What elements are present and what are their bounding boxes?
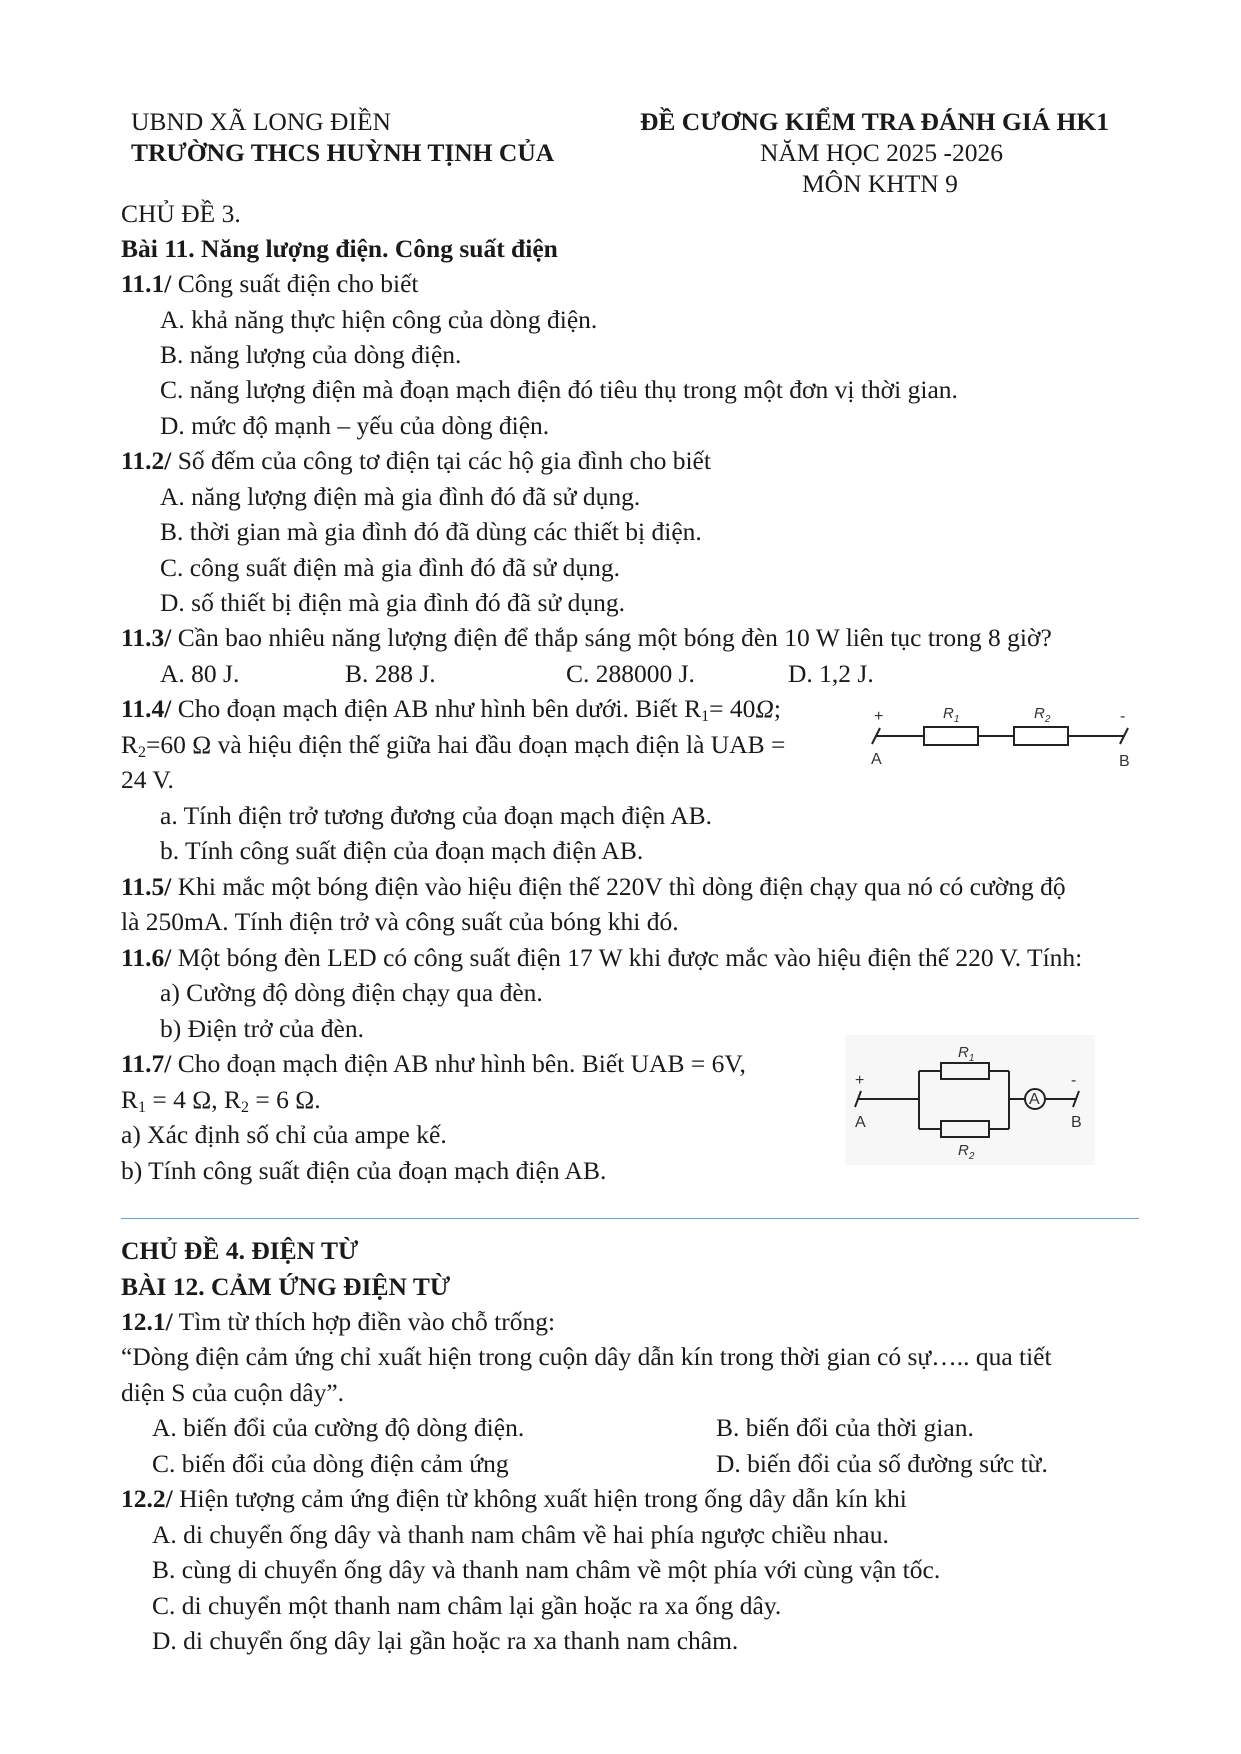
option-11-6-b: b) Điện trở của đèn. xyxy=(160,1014,364,1043)
question-number: 11.7/ xyxy=(121,1049,172,1078)
resistor-r2 xyxy=(1014,727,1068,745)
question-number: 11.1/ xyxy=(121,269,172,298)
question-text: = 6 Ω. xyxy=(248,1085,321,1114)
option-12-2-a: A. di chuyển ống dây và thanh nam châm về hai phía ngược chiều nhau. xyxy=(152,1520,889,1549)
resistor-r1 xyxy=(924,727,978,745)
option-11-7-a: a) Xác định số chỉ của ampe kế. xyxy=(121,1120,447,1149)
r2-label: $R_2$ xyxy=(958,1142,975,1162)
option-12-2-d: D. di chuyển ống dây lại gần hoặc ra xa thanh nam châm. xyxy=(152,1626,739,1655)
option-11-2-a: A. năng lượng điện mà gia đình đó đã sử dụng. xyxy=(160,482,641,511)
question-11-2 xyxy=(121,446,711,476)
option-11-1-a: A. khả năng thực hiện công của dòng điện. xyxy=(160,305,598,334)
question-stem: Một bóng đèn LED có công suất điện 17 W khi được mắc vào hiệu điện thế 220 V. Tính: xyxy=(171,943,1083,972)
question-11-4-line2 xyxy=(121,730,785,760)
question-number: 11.2/ xyxy=(121,446,172,475)
header-subject: MÔN KHTN 9 xyxy=(802,169,958,198)
question-stem: = 40 xyxy=(709,694,756,723)
question-stem: Cho đoạn mạch điện AB như hình bên. Biết UAB = 6V, xyxy=(171,1049,746,1078)
minus-label: - xyxy=(1120,708,1126,725)
question-stem: Hiện tượng cảm ứng điện từ không xuất hiện trong ống dây dẫn kín khi xyxy=(172,1484,907,1513)
minus-label: - xyxy=(1071,1072,1077,1089)
option-12-2-b: B. cùng di chuyển ống dây và thanh nam châm về một phía với cùng vận tốc. xyxy=(152,1555,941,1584)
question-11-7-line2 xyxy=(121,1085,321,1115)
question-number: 11.5/ xyxy=(121,872,172,901)
header-school: TRƯỜNG THCS HUỲNH TỊNH CỦA xyxy=(131,138,555,167)
question-stem: Cho đoạn mạch điện AB như hình bên dưới. Biết R xyxy=(171,694,702,723)
question-11-5 xyxy=(121,872,1066,902)
question-number: 11.3/ xyxy=(121,623,172,652)
terminal-a-label: A xyxy=(871,751,882,768)
question-11-6 xyxy=(121,943,1082,973)
option-11-4-a: a. Tính điện trở tương đương của đoạn mạch điện AB. xyxy=(160,801,713,830)
question-text: =60 Ω và hiệu điện thế giữa hai đầu đoạn mạch điện là UAB = xyxy=(146,730,786,759)
series-circuit-figure xyxy=(862,698,1142,772)
terminal-a-label: A xyxy=(855,1114,866,1131)
question-12-1 xyxy=(121,1307,555,1337)
question-stem: Tìm từ thích hợp điền vào chỗ trống: xyxy=(172,1307,556,1336)
question-stem: Số đếm của công tơ điện tại các hộ gia đình cho biết xyxy=(171,446,711,475)
lesson12-title: BÀI 12. CẢM ỨNG ĐIỆN TỪ xyxy=(121,1272,451,1301)
option-11-1-b: B. năng lượng của dòng điện. xyxy=(160,340,462,369)
question-number: 11.4/ xyxy=(121,694,172,723)
subscript: 1 xyxy=(138,1099,147,1116)
header-district: UBND XÃ LONG ĐIỀN xyxy=(131,107,391,136)
question-stem: ; xyxy=(773,694,781,723)
subscript: 2 xyxy=(138,744,147,761)
ammeter-label: A xyxy=(1029,1091,1040,1108)
option-11-3-d: D. 1,2 J. xyxy=(788,659,874,688)
question-11-4 xyxy=(121,694,781,724)
option-11-1-d: D. mức độ mạnh – yếu của dòng điện. xyxy=(160,411,550,440)
terminal-b-label: B xyxy=(1071,1114,1082,1131)
question-11-1 xyxy=(121,269,418,299)
terminal-b-label: B xyxy=(1119,753,1130,770)
plus-label: + xyxy=(855,1072,865,1089)
r1-label: $R_1$ xyxy=(958,1044,975,1064)
option-11-4-b: b. Tính công suất điện của đoạn mạch điện AB. xyxy=(160,836,644,865)
question-number: 12.1/ xyxy=(121,1307,173,1336)
r2-label: $R_2$ xyxy=(1034,705,1051,725)
option-11-2-c: C. công suất điện mà gia đình đó đã sử dụng. xyxy=(160,553,621,582)
question-stem: Cần bao nhiêu năng lượng điện để thắp sáng một bóng đèn 10 W liên tục trong 8 giờ? xyxy=(171,623,1052,652)
question-11-7 xyxy=(121,1049,746,1079)
lesson11-title: Bài 11. Năng lượng điện. Công suất điện xyxy=(121,234,558,263)
question-text: R xyxy=(121,1085,139,1114)
ohm-symbol: Ω xyxy=(755,694,774,723)
question-stem: Công suất điện cho biết xyxy=(171,269,419,298)
topic4-title: CHỦ ĐỀ 4. ĐIỆN TỪ xyxy=(121,1236,359,1265)
option-11-3-c: C. 288000 J. xyxy=(566,659,695,688)
question-11-5-line2: là 250mA. Tính điện trở và công suất của bóng khi đó. xyxy=(121,907,679,936)
question-text: = 4 Ω, R xyxy=(146,1085,241,1114)
plus-label: + xyxy=(874,708,884,725)
option-11-3-a: A. 80 J. xyxy=(160,659,240,688)
question-number: 12.2/ xyxy=(121,1484,173,1513)
question-text: R xyxy=(121,730,139,759)
option-11-7-b: b) Tính công suất điện của đoạn mạch điện AB. xyxy=(121,1156,607,1185)
parallel-circuit-figure xyxy=(845,1035,1095,1165)
subscript: 2 xyxy=(240,1099,249,1116)
option-11-2-d: D. số thiết bị điện mà gia đình đó đã sử dụng. xyxy=(160,588,625,617)
option-12-1-a: A. biến đổi của cường độ dòng điện. xyxy=(152,1413,525,1442)
topic3-title: CHỦ ĐỀ 3. xyxy=(121,199,241,228)
option-11-6-a: a) Cường độ dòng điện chạy qua đèn. xyxy=(160,978,543,1007)
r1-label: $R_1$ xyxy=(943,705,960,725)
question-11-3 xyxy=(121,623,1052,653)
subscript: 1 xyxy=(701,708,710,725)
option-12-1-b: B. biến đổi của thời gian. xyxy=(716,1413,974,1442)
section-divider xyxy=(121,1218,1139,1219)
header-exam-title: ĐỀ CƯƠNG KIỂM TRA ĐÁNH GIÁ HK1 xyxy=(640,107,1109,136)
question-number: 11.6/ xyxy=(121,943,172,972)
option-12-2-c: C. di chuyển một thanh nam châm lại gần hoặc ra xa ống dây. xyxy=(152,1591,782,1620)
question-12-2 xyxy=(121,1484,907,1514)
question-11-4-line3: 24 V. xyxy=(121,765,174,794)
option-11-2-b: B. thời gian mà gia đình đó đã dùng các thiết bị điện. xyxy=(160,517,702,546)
option-12-1-d: D. biến đổi của số đường sức từ. xyxy=(716,1449,1048,1478)
header-school-year: NĂM HỌC 2025 -2026 xyxy=(760,138,1003,167)
question-12-1-quote-end: diện S của cuộn dây”. xyxy=(121,1378,345,1407)
option-11-1-c: C. năng lượng điện mà đoạn mạch điện đó tiêu thụ trong một đơn vị thời gian. xyxy=(160,375,958,404)
option-12-1-c: C. biến đổi của dòng điện cảm ứng xyxy=(152,1449,509,1478)
question-12-1-quote: “Dòng điện cảm ứng chỉ xuất hiện trong cuộn dây dẫn kín trong thời gian có sự….. qua tiết xyxy=(121,1342,1052,1371)
option-11-3-b: B. 288 J. xyxy=(345,659,436,688)
question-stem: Khi mắc một bóng điện vào hiệu điện thế 220V thì dòng điện chạy qua nó có cường độ xyxy=(171,872,1066,901)
